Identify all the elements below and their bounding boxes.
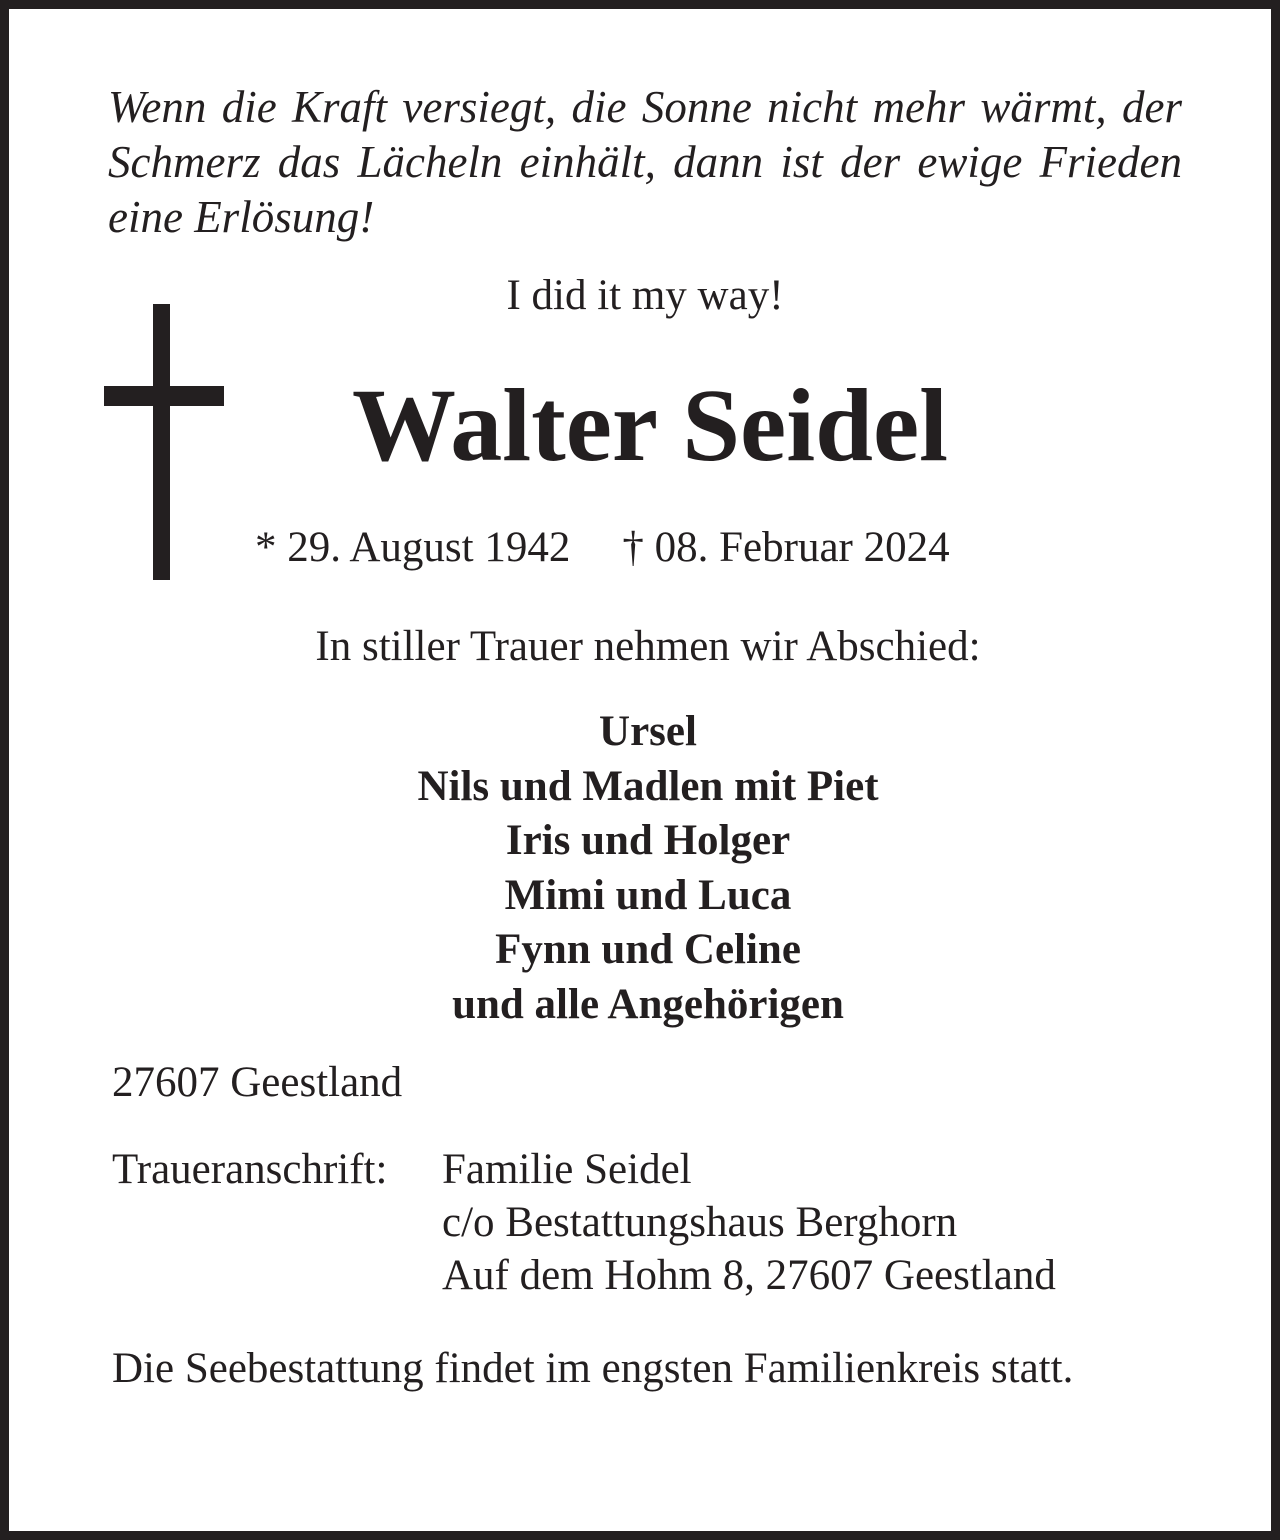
mourners-list [0,705,1280,1032]
address-label: Traueranschrift: [112,1146,388,1193]
address-row [112,1143,1056,1196]
latin-cross-icon [104,304,224,580]
mourner-item: und alle Angehörigen [452,980,844,1028]
cross-horizontal-bar [104,386,224,406]
mourner-item: Nils und Madlen mit Piet [417,762,879,810]
deceased-name: Walter Seidel [351,368,949,483]
mourner-item: Iris und Holger [505,817,791,864]
death-date: † 08. Februar 2024 [622,524,950,571]
mourning-address [112,1143,1056,1302]
cross-vertical-bar [153,304,170,580]
birth-date: * 29. August 1942 [255,524,571,571]
life-dates [255,521,950,575]
mourner-item: Mimi und Luca [504,871,792,919]
motto: I did it my way! [506,272,784,319]
mourner-item: Ursel [599,708,697,755]
mourner-item: Fynn und Celine [495,926,801,973]
memorial-poem: Wenn die Kraft versiegt, die Sonne nicht mehr wärmt, der Schmerz das Lächeln einhält, dann ist der ewige Frieden eine Erlösung! [108,82,1182,242]
address-line-2: c/o Bestattungshaus Berghorn [442,1199,958,1246]
burial-note: Die Seebestattung findet im engsten Familienkreis statt. [112,1345,1074,1392]
farewell-intro: In stiller Trauer nehmen wir Abschied: [315,623,981,670]
place: 27607 Geestland [112,1059,403,1106]
address-line-3: Auf dem Hohm 8, 27607 Geestland [442,1252,1056,1299]
address-line-1: Familie Seidel [442,1146,692,1193]
